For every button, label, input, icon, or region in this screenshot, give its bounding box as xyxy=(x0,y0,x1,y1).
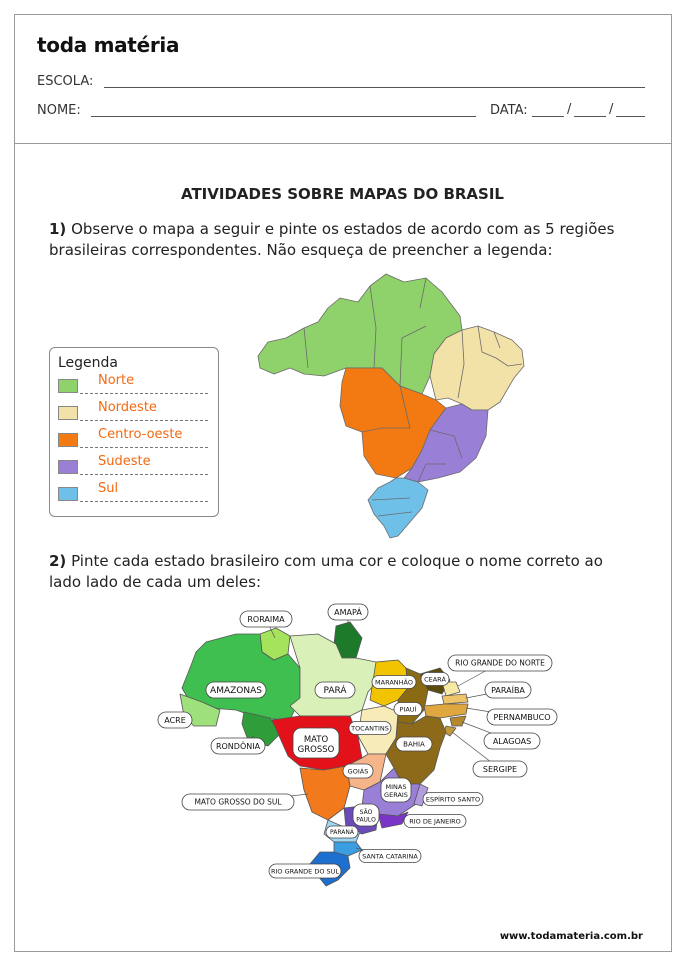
state-label-text: BAHIA xyxy=(403,740,425,749)
question-1-number: 1) xyxy=(49,220,67,238)
footer-url: www.todamateria.com.br xyxy=(499,931,643,942)
legend-item-nordeste[interactable] xyxy=(58,400,213,422)
state-label-text: SERGIPE xyxy=(482,764,518,774)
legend-label-centro-oeste: Centro-oeste xyxy=(98,427,183,442)
legend-label-sul: Sul xyxy=(98,481,119,496)
state-label-ms xyxy=(182,794,308,810)
regions-map xyxy=(250,268,530,543)
state-label-sao-paulo xyxy=(353,804,379,826)
state-label-piaui xyxy=(394,703,422,716)
state-label-text: RIO GRANDE DO NORTE xyxy=(455,658,545,668)
state-label-para xyxy=(315,682,355,698)
state-label-text: GOIÁS xyxy=(347,767,369,776)
question-2-number: 2) xyxy=(49,552,67,570)
state-label-text: RONDÔNIA xyxy=(215,741,261,751)
state-label-maranhao xyxy=(372,676,416,689)
state-label-minas xyxy=(381,778,411,802)
state-label-text: PERNAMBUCO xyxy=(493,712,551,722)
state-label-alagoas xyxy=(462,722,540,749)
state-label-acre xyxy=(158,712,192,728)
state-para xyxy=(290,634,380,716)
question-1 xyxy=(49,219,639,261)
question-2 xyxy=(49,551,639,593)
state-label-rgn xyxy=(448,655,552,686)
state-label-paraiba xyxy=(466,682,531,698)
legend-line xyxy=(80,393,208,394)
legend-label-sudeste: Sudeste xyxy=(98,454,151,469)
state-label-text: MINAS xyxy=(385,783,407,791)
state-label-mato-grosso xyxy=(293,728,339,758)
state-alagoas xyxy=(450,716,466,726)
state-label-text: ESPÍRITO SANTO xyxy=(425,795,481,804)
legend-item-centro-oeste[interactable] xyxy=(58,427,213,449)
state-label-pernambuco xyxy=(466,708,557,725)
state-label-text: MARANHÃO xyxy=(375,678,413,687)
state-label-rio-de-janeiro xyxy=(402,815,466,828)
state-ms xyxy=(300,766,350,820)
state-label-text: RORAIMA xyxy=(247,614,285,624)
legend-label-nordeste: Nordeste xyxy=(98,400,157,415)
state-label-text: ALAGOAS xyxy=(492,736,532,746)
region-sul xyxy=(368,478,428,538)
state-label-text: GROSSO xyxy=(297,745,335,755)
legend-swatch-norte xyxy=(58,379,78,393)
data-label: DATA: xyxy=(490,103,528,118)
state-label-text: TOCANTINS xyxy=(351,724,389,733)
state-label-rgs xyxy=(269,864,341,878)
date-separator: / xyxy=(567,102,572,117)
legend-item-sudeste[interactable] xyxy=(58,454,213,476)
date-separator: / xyxy=(609,102,614,117)
state-label-parana xyxy=(326,826,358,838)
legend-line xyxy=(80,447,208,448)
logo: toda matéria xyxy=(37,33,180,57)
header-divider xyxy=(14,143,672,144)
date-month-field[interactable] xyxy=(574,116,606,117)
legend-line xyxy=(80,501,208,502)
nome-label: NOME: xyxy=(37,103,81,118)
state-label-text: PARAÍBA xyxy=(491,685,525,695)
state-label-text: AMAZONAS xyxy=(210,686,262,697)
page-title: ATIVIDADES SOBRE MAPAS DO BRASIL xyxy=(181,185,504,203)
state-label-text: MATO xyxy=(303,735,329,745)
state-label-amazonas xyxy=(206,682,266,698)
state-label-text: MATO GROSSO DO SUL xyxy=(194,797,282,807)
legend-swatch-sudeste xyxy=(58,460,78,474)
state-label-text: CEARÁ xyxy=(424,675,446,684)
state-label-text: PARANÁ xyxy=(330,829,354,837)
state-label-text: PAULO xyxy=(356,816,376,824)
legend-line xyxy=(80,420,208,421)
question-1-text: Observe o mapa a seguir e pinte os estados de acordo com as 5 regiões brasileiras correspondentes. Não esqueça de preencher a legenda: xyxy=(49,220,615,259)
legend-box xyxy=(49,347,219,517)
state-label-tocantins xyxy=(349,722,391,735)
state-label-text: GERAIS xyxy=(384,791,408,799)
legend-item-norte[interactable] xyxy=(58,373,213,395)
nome-field[interactable] xyxy=(91,116,476,117)
escola-label: ESCOLA: xyxy=(37,74,94,89)
state-label-ceara xyxy=(421,673,449,686)
state-label-amapa xyxy=(328,604,368,628)
state-label-text: PIAUÍ xyxy=(399,705,417,714)
state-label-bahia xyxy=(396,737,432,751)
state-label-goias xyxy=(343,764,373,778)
state-label-espirito-santo xyxy=(423,793,483,806)
legend-swatch-centro-oeste xyxy=(58,433,78,447)
state-label-text: SANTA CATARINA xyxy=(362,852,418,861)
state-label-text: PARÁ xyxy=(323,686,347,697)
state-label-santa-catarina xyxy=(356,848,421,863)
state-label-text: RIO GRANDE DO SUL xyxy=(270,867,340,876)
legend-label-norte: Norte xyxy=(98,373,135,388)
escola-field[interactable] xyxy=(104,87,645,88)
state-label-text: RIO DE JANEIRO xyxy=(409,817,461,826)
states-map xyxy=(150,598,560,888)
state-label-rondonia xyxy=(211,736,265,754)
state-label-text: ACRE xyxy=(164,715,186,725)
state-pernambuco xyxy=(424,704,468,718)
legend-item-sul[interactable] xyxy=(58,481,213,503)
state-label-text: AMAPÁ xyxy=(334,607,362,617)
state-label-text: SÃO xyxy=(359,809,373,816)
legend-swatch-sul xyxy=(58,487,78,501)
legend-title: Legenda xyxy=(58,355,119,371)
legend-line xyxy=(80,474,208,475)
date-year-field[interactable] xyxy=(616,116,645,117)
date-day-field[interactable] xyxy=(532,116,564,117)
state-paraiba xyxy=(442,694,468,704)
question-2-text: Pinte cada estado brasileiro com uma cor e coloque o nome correto ao lado lado de cada um deles: xyxy=(49,552,603,591)
legend-swatch-nordeste xyxy=(58,406,78,420)
